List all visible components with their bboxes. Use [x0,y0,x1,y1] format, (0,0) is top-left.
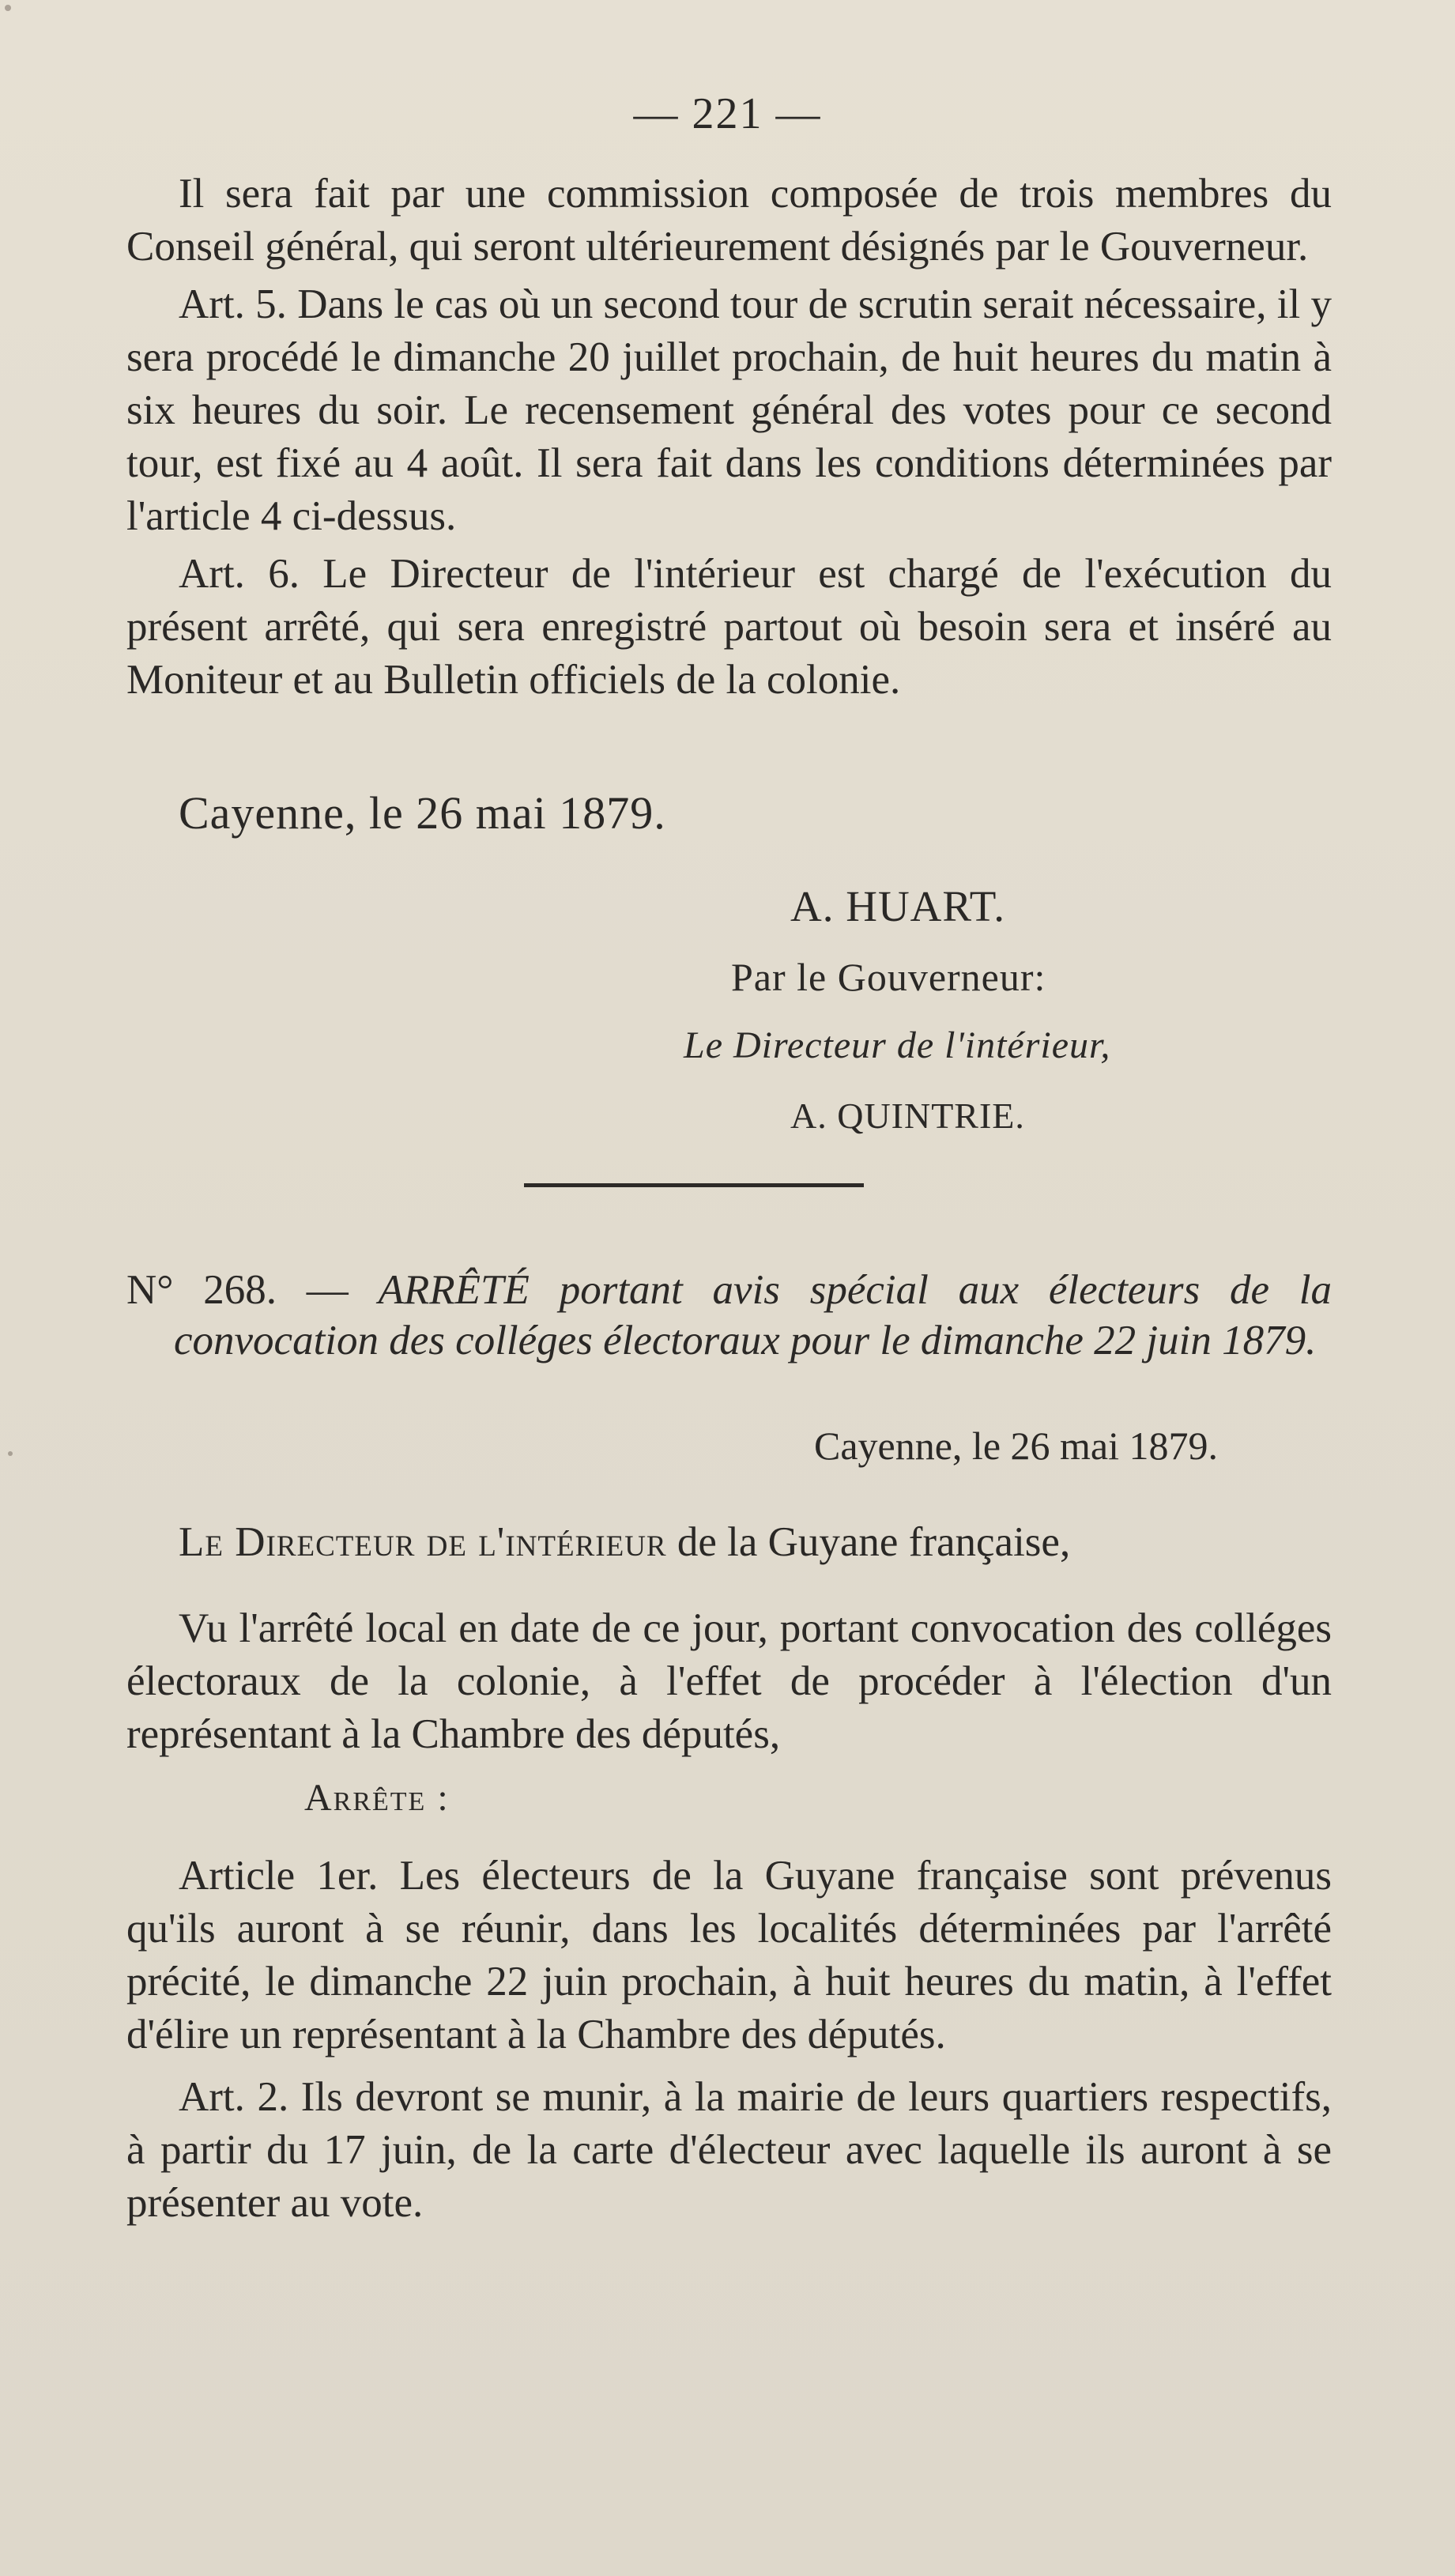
paragraph-article-6: Art. 6. Le Directeur de l'intérieur est chargé de l'exécution du présent arrêté, qui sera enregistré partout où besoin sera et inséré au Moniteur et au Bulletin officiels de la colonie. [126,551,1332,703]
signature-by: Par le Gouverneur: [731,955,1046,999]
arrete-heading: Arrête : [304,1777,450,1819]
section-heading [126,1265,1332,1366]
signature-director: A. QUINTRIE. [790,1096,1025,1136]
paragraph-article-5: Art. 5. Dans le cas où un second tour de scrutin serait nécessaire, il y sera procédé le dimanche 20 juillet prochain, de huit heures du matin à six heures du soir. Le recensement général des votes pour ce second tour, est fixé au 4 août. Il sera fait dans les conditions déterminées par l'article 4 ci-dessus. [126,281,1332,539]
opening-small-caps: Le Directeur de l'intérieur [179,1519,667,1565]
page-number: — 221 — [633,89,822,138]
section-number: N° 268. — [126,1267,349,1313]
article-2: Art. 2. Ils devront se munir, à la mairie de leurs quartiers respectifs, à partir du 17 juin, de la carte d'électeur avec laquelle ils auront à se présenter au vote. [126,2074,1332,2226]
article-1: Article 1er. Les électeurs de la Guyane française sont prévenus qu'ils auront à se réunir, dans les localités déterminées par l'arrêté précité, le dimanche 22 juin prochain, à huit heures du matin, à l'effet d'élire un représentant à la Chambre des députés. [126,1853,1332,2057]
ink-speck [8,1451,13,1456]
signature-name: A. HUART. [790,882,1006,930]
opening-rest: de la Guyane française, [666,1519,1071,1565]
date-line: Cayenne, le 26 mai 1879. [179,787,666,839]
section-divider [524,1183,864,1187]
section-body-articles [126,1850,1332,2230]
continued-articles [126,168,1332,707]
ink-speck [5,5,11,11]
section-body-top [126,1516,1332,1761]
considerant: Vu l'arrêté local en date de ce jour, portant convocation des colléges électoraux de la colonie, à l'effet de procéder à l'élection d'un représentant à la Chambre des députés, [126,1605,1332,1757]
opening-line [126,1516,1332,1569]
section-place-date: Cayenne, le 26 mai 1879. [814,1424,1218,1468]
section-title: ARRÊTÉ portant avis spécial aux électeurs de la convocation des colléges électoraux pour le dimanche 22 juin 1879. [174,1267,1332,1363]
signature-title: Le Directeur de l'intérieur, [684,1024,1111,1066]
paragraph-commission: Il sera fait par une commission composée de trois membres du Conseil général, qui seront ultérieurement désignés par le Gouverneur. [126,171,1332,270]
